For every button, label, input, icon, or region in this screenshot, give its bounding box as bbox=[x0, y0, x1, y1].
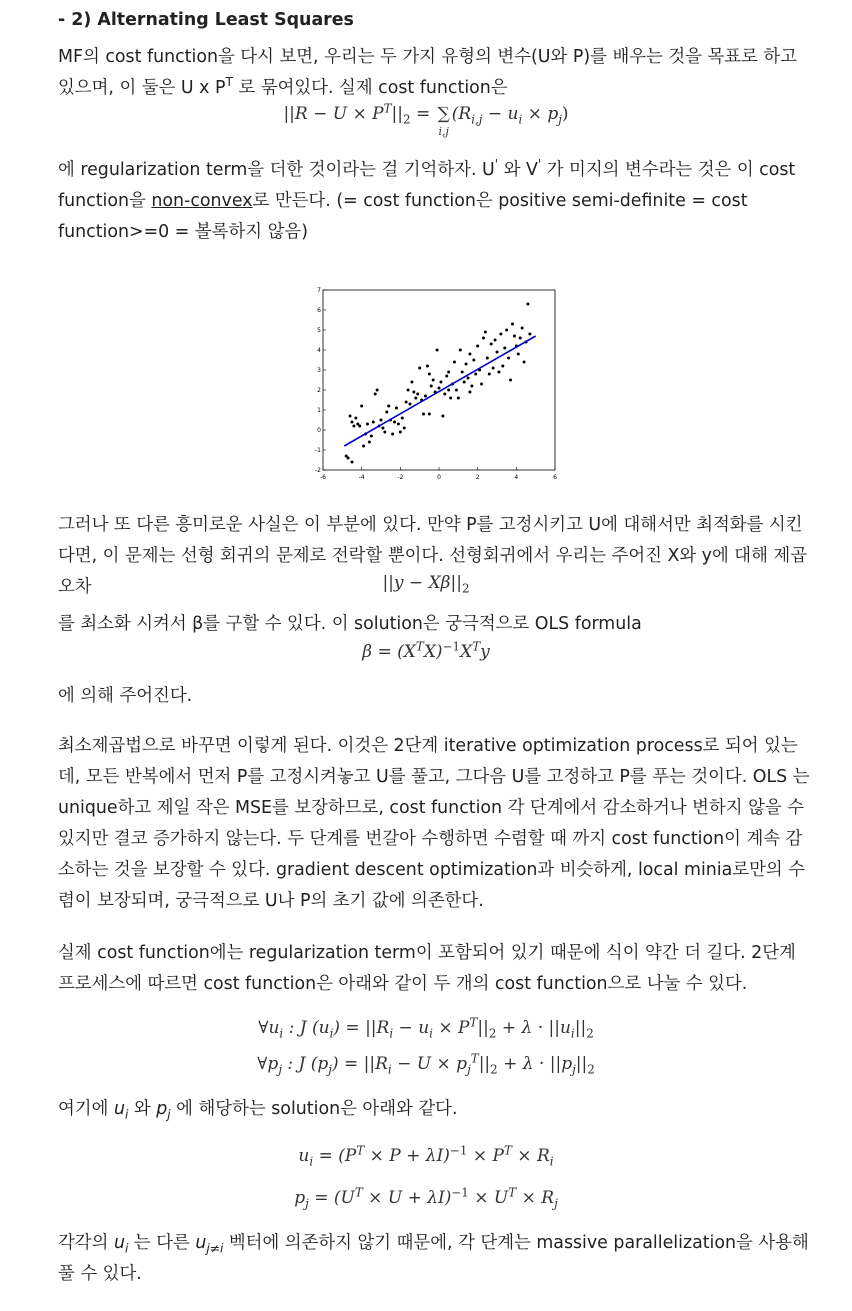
paragraph-given-by: 에 의해 주어진다. bbox=[58, 686, 193, 706]
data-point bbox=[486, 357, 489, 360]
non-convex-link[interactable]: non-convex bbox=[151, 191, 253, 211]
data-point bbox=[368, 441, 371, 444]
y-tick-label: 2 bbox=[317, 387, 321, 394]
data-point bbox=[418, 367, 421, 370]
data-point bbox=[497, 371, 500, 374]
data-point bbox=[395, 407, 398, 410]
data-point bbox=[513, 335, 516, 338]
data-point bbox=[507, 357, 510, 360]
data-point bbox=[492, 367, 495, 370]
data-point bbox=[496, 351, 499, 354]
data-point bbox=[523, 361, 526, 364]
data-point bbox=[509, 379, 512, 382]
paragraph-solution-intro: 여기에 $u_i$ 와 $p_j$ 에 해당하는 solution은 아래와 같다. bbox=[58, 1099, 458, 1122]
y-tick-label: -2 bbox=[315, 467, 321, 474]
data-point bbox=[410, 381, 413, 384]
data-point bbox=[401, 417, 404, 420]
data-point bbox=[482, 337, 485, 340]
data-point bbox=[484, 331, 487, 334]
data-point bbox=[391, 433, 394, 436]
data-point bbox=[455, 389, 458, 392]
x-tick-label: 2 bbox=[475, 474, 480, 480]
data-point bbox=[414, 397, 417, 400]
x-tick-label: -4 bbox=[358, 474, 365, 480]
data-point bbox=[501, 365, 504, 368]
data-point bbox=[416, 393, 419, 396]
data-point bbox=[412, 391, 415, 394]
scatter-plot bbox=[306, 284, 558, 480]
data-point bbox=[432, 379, 435, 382]
data-point bbox=[474, 373, 477, 376]
paragraph-ols: 를 최소화 시켜서 β를 구할 수 있다. 이 solution은 궁극적으로 OLS formula bbox=[58, 614, 642, 634]
paragraph-regularized: 실제 cost function에는 regularization term이 포함되어 있기 때문에 식이 약간 더 길다. 2단계 프로세스에 따르면 cost function은 아래와 같이 두 개의 cost function으로 나눌 수 있다. bbox=[58, 943, 796, 994]
data-point bbox=[358, 425, 361, 428]
data-point bbox=[403, 427, 406, 430]
data-point bbox=[449, 397, 452, 400]
data-point bbox=[409, 403, 412, 406]
data-point bbox=[426, 365, 429, 368]
paragraph-linear-regression: 그러나 또 다른 흥미로운 사실은 이 부분에 있다. 만약 P를 고정시키고 U에 대해서만 최적화를 시킨다면, 이 문제는 선형 회귀의 문제로 전락할 뿐이다. 선형회귀에서 우리는 주어진 X와 y에 대해 제곱오차 bbox=[58, 515, 808, 597]
data-point bbox=[441, 415, 444, 418]
data-point bbox=[505, 329, 508, 332]
data-point bbox=[351, 461, 354, 464]
y-tick-label: 7 bbox=[317, 287, 321, 294]
data-point bbox=[503, 347, 506, 350]
data-point bbox=[397, 423, 400, 426]
data-point bbox=[447, 371, 450, 374]
paragraph-iterative: 최소제곱법으로 바꾸면 이렇게 된다. 이것은 2단계 iterative optimization process로 되어 있는데, 모든 반복에서 먼저 P를 고정시켜놓고 U를 풀고, 그다음 U를 고정하고 P를 푸는 것이다. OLS 는 unique하고 제일 작은 MSE를 보장하므로, cost function 각 단계에서 감소하거나 변하지 않을 수 있지만 결코 증가하지 않는다. 두 단계를 번갈아 수행하면 수렴할 때 까지 cost function이 계속 감소하는 것을 보장할 수 있다. gradient descent optimization과 비슷하게, local minia로만의 수렴이 보장되며, 궁극적으로 U나 P의 초기 값에 의존한다. bbox=[58, 736, 810, 911]
paragraph-regularization: 에 regularization term을 더한 것이라는 걸 기억하자. U' 와 V' 가 미지의 변수라는 것은 이 cost function을 non-convex로 만든다. (= cost function은 positive semi-definite = cost function>=0 = 볼록하지 않음) bbox=[58, 157, 796, 242]
data-point bbox=[438, 387, 441, 390]
data-point bbox=[445, 375, 448, 378]
y-tick-label: 4 bbox=[317, 347, 321, 354]
paragraph-parallelization: 각각의 $u_i$ 는 다른 $u_{j\ne i}$ 벡터에 의존하지 않기 때문에, 각 단계는 massive parallelization을 사용해 풀 수 있다. bbox=[58, 1233, 809, 1284]
data-point bbox=[521, 327, 524, 330]
x-tick-label: 4 bbox=[514, 474, 519, 480]
y-tick-label: 5 bbox=[317, 327, 321, 334]
data-point bbox=[393, 421, 396, 424]
data-point bbox=[352, 425, 355, 428]
equation-solution-u: $u_i = (P^T \times P + \lambda I)^{-1} \times P^T \times R_i$ bbox=[298, 1143, 554, 1169]
data-point bbox=[362, 445, 365, 448]
data-point bbox=[347, 457, 350, 460]
data-point bbox=[407, 389, 410, 392]
data-point bbox=[528, 333, 531, 336]
y-tick-label: 3 bbox=[317, 367, 321, 374]
data-point bbox=[526, 303, 529, 306]
data-point bbox=[465, 363, 468, 366]
equation-ols-formula: $\beta = (X^TX)^{-1}X^Ty$ bbox=[362, 639, 490, 662]
data-point bbox=[461, 371, 464, 374]
data-point bbox=[366, 423, 369, 426]
data-point bbox=[436, 349, 439, 352]
data-point bbox=[453, 361, 456, 364]
data-point bbox=[381, 427, 384, 430]
section-heading: - 2) Alternating Least Squares bbox=[58, 10, 354, 30]
data-point bbox=[519, 337, 522, 340]
data-point bbox=[424, 395, 427, 398]
data-point bbox=[380, 419, 383, 422]
data-point bbox=[354, 417, 357, 420]
y-tick-label: 1 bbox=[317, 407, 321, 414]
x-tick-label: 6 bbox=[553, 474, 557, 480]
data-point bbox=[517, 353, 520, 356]
equation-cost-p: $\forall p_j$ : J $(p_j) = ||R_i - U \times p_j^T||_2 + \lambda \cdot ||p_j||_2$ bbox=[257, 1051, 595, 1077]
data-point bbox=[468, 353, 471, 356]
data-point bbox=[472, 359, 475, 362]
data-point bbox=[385, 411, 388, 414]
data-point bbox=[494, 339, 497, 342]
data-point bbox=[457, 397, 460, 400]
data-point bbox=[374, 393, 377, 396]
data-point bbox=[383, 431, 386, 434]
data-point bbox=[376, 389, 379, 392]
data-point bbox=[476, 345, 479, 348]
data-point bbox=[463, 381, 466, 384]
data-point bbox=[443, 393, 446, 396]
data-point bbox=[459, 349, 462, 352]
data-point bbox=[488, 373, 491, 376]
data-point bbox=[351, 421, 354, 424]
y-tick-label: -1 bbox=[315, 447, 321, 454]
paragraph-intro: MF의 cost function을 다시 보면, 우리는 두 가지 유형의 변수(U와 P)를 배우는 것을 목표로 하고 있으며, 이 둘은 U x $P^T$ 로 묶여있다. 실제 cost function은 bbox=[58, 47, 798, 98]
data-point bbox=[467, 377, 470, 380]
data-point bbox=[428, 413, 431, 416]
x-tick-label: -2 bbox=[397, 474, 404, 480]
data-point bbox=[439, 381, 442, 384]
data-point bbox=[428, 373, 431, 376]
data-point bbox=[387, 405, 390, 408]
data-point bbox=[470, 385, 473, 388]
equation-solution-p: $p_j = (U^T \times U + \lambda I)^{-1} \times U^T \times R_j$ bbox=[294, 1185, 558, 1211]
equation-squared-error: $||y - X\beta||_2$ bbox=[382, 573, 470, 596]
x-tick-label: 0 bbox=[437, 474, 441, 480]
data-point bbox=[372, 421, 375, 424]
data-point bbox=[399, 431, 402, 434]
data-point bbox=[370, 435, 373, 438]
data-point bbox=[422, 413, 425, 416]
data-point bbox=[499, 333, 502, 336]
y-tick-label: 0 bbox=[317, 427, 321, 434]
data-point bbox=[480, 383, 483, 386]
y-tick-label: 6 bbox=[317, 307, 321, 314]
equation-cost-u: $\forall u_i$ : J $(u_i) = ||R_i - u_i \times P^T||_2 + \lambda \cdot ||u_i||_2$ bbox=[258, 1015, 594, 1041]
data-point bbox=[405, 401, 408, 404]
plot-frame bbox=[323, 290, 555, 470]
equation-cost-function: $||R - U \times P^T||_2$ = ∑ i,j $(R_{i,j} - u_i \times p_j)$ bbox=[283, 101, 569, 138]
data-point bbox=[349, 415, 352, 418]
data-point bbox=[447, 389, 450, 392]
data-point bbox=[430, 385, 433, 388]
data-point bbox=[468, 391, 471, 394]
data-point bbox=[490, 343, 493, 346]
data-point bbox=[511, 323, 514, 326]
data-point bbox=[360, 405, 363, 408]
x-tick-label: -6 bbox=[320, 474, 326, 480]
